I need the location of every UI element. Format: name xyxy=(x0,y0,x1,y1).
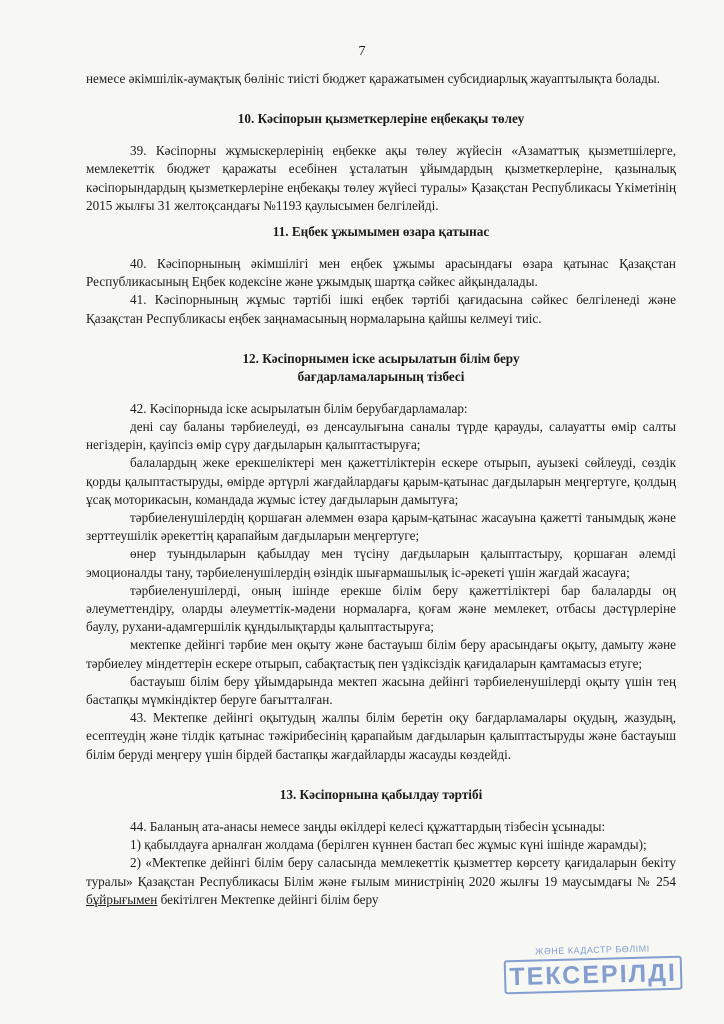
document-item-2 xyxy=(86,854,676,909)
intro-paragraph: немесе әкімшілік-аумақтық бөлініс тиісті бюджет қаражатымен субсидиарлық жауаптылықта болады. xyxy=(86,71,660,86)
program-item: тәрбиеленушілердің қоршаған әлеммен өзара қарым-қатынас жасауына қажетті танымдық және зерттеушілік әрекеттің қарапайым дағдыларын меңгертуге; xyxy=(86,510,676,544)
section-13-title: 13. Кәсіпорнына қабылдау тәртібі xyxy=(279,786,483,802)
stamp-department-text: ЖӘНЕ КАДАСТР БӨЛІМІ xyxy=(535,943,650,957)
stamp-verified-text: ТЕКСЕРІЛДІ xyxy=(504,956,683,995)
document-item-2-text-end: бекітілген Мектепке дейінгі білім беру xyxy=(157,891,379,907)
section-12-title-line1: 12. Кәсіпорнымен іске асырылатын білім беру xyxy=(242,350,520,366)
program-item: тәрбиеленушілерді, оның ішінде ерекше білім беру қажеттіліктері бар балаларды оң әлеуметтендіру, оларды әлеуметтік-мәдени нормаларға, қоғам және мемлекет, отбасы дәстүрлеріне баулу, рухани-адамгершілік құндылықтарды қалыптастыруға; xyxy=(86,582,676,635)
program-item: бастауыш білім беру ұйымдарында мектеп жасына дейінгі тәрбиеленушілерді оқыту үшін тең бастапқы мүмкіндіктер беруге бағытталған. xyxy=(86,673,676,708)
document-body xyxy=(86,70,676,909)
paragraph-39: 39. Кәсіпорны жұмыскерлерінің еңбекке ақы төлеу жүйесін «Азаматтық қызметшілерге, мемлекеттік бюджет қаражаты есебінен ұсталатын ұйымдардың қызметкерлеріне, қазыналық кәсіпорындардың қызметкерлеріне еңбекақы төлеу жүйесі туралы» Қазақстан Республикасы Үкіметінің 2015 жылғы 31 желтоқсандағы №1193 қаулысымен белгілейді. xyxy=(86,143,676,213)
section-12-title xyxy=(86,350,676,386)
paragraph-43: 43. Мектепке дейінгі оқытудың жалпы білім беретін оқу бағдарламалары оқудың, жазудың, есептеудің және тілдік қатынас тәжірибесінің қарапайым дағдыларын қалыптастыруды және бастауыш білім беруді меңгеру үшін бірдей бастапқы жағдайларды жасауды көздейді. xyxy=(86,710,676,762)
section-12-title-line2: бағдарламаларының тізбесі xyxy=(297,368,465,384)
section-11-title: 11. Еңбек ұжымымен өзара қатынас xyxy=(272,224,490,240)
program-item: өнер туындыларын қабылдау мен түсіну дағдыларын қалыптастыру, қоршаған әлемді эмоционалды тану, тәрбиеленушілердің өзіндік шығармашылық іс-әрекеті үшін жағдай жасауға; xyxy=(86,546,676,580)
document-item-1: 1) қабылдауға арналған жолдама (берілген күннен бастап бес жұмыс күні ішінде жарамды); xyxy=(130,837,647,853)
order-link[interactable]: бұйрығымен xyxy=(86,891,158,907)
page-number: 7 xyxy=(358,44,366,59)
program-item: мектепке дейінгі тәрбие мен оқыту және бастауыш білім беру арасындағы оқыту, дамыту және тәрбиелеу міндеттерін ескере отырып, сабақтастық пен үздіксіздік қағидаларын қамтамасыз етуге; xyxy=(86,637,676,671)
program-item: балалардың жеке ерекшеліктері мен қажеттіліктерін ескере отырып, ауызекі сөйлеуді, сөздік қорды қалыптастыруды, өмірде әртүрлі жағдайлардағы қарым-қатынас дағдыларын меңгертуге, қолдың ұсақ моторикасын, командада жұмыс істеу дағдыларын дамытуға; xyxy=(86,455,676,507)
document-item-2-text: 2) «Мектепке дейінгі білім беру саласында мемлекеттік қызметтер көрсету қағидаларын бекіту туралы» Қазақстан Республикасы Білім және ғылым министрінің 2020 жылғы 19 маусымдағы № 254 xyxy=(86,855,676,889)
program-item: дені сау баланы тәрбиелеуді, өз денсаулығына саналы түрде қарауды, салауатты өмір салты негіздерін, қауіпсіз өмір сүру дағдыларын қалыптастыруға; xyxy=(86,419,676,453)
paragraph-40: 40. Кәсіпорнының әкімшілігі мен еңбек ұжымы арасындағы өзара қатынас Қазақстан Республикасының Еңбек кодексіне және ұжымдық шартқа сәйкес айқындалады. xyxy=(86,256,676,290)
paragraph-42-intro: 42. Кәсіпорныда іске асырылатын білім берубағдарламалар: xyxy=(130,400,468,416)
section-10-title: 10. Кәсіпорын қызметкерлеріне еңбекақы төлеу xyxy=(237,111,525,127)
paragraph-44: 44. Баланың ата-анасы немесе заңды өкілдері келесі құжаттардың тізбесін ұсынады: xyxy=(130,818,606,834)
paragraph-41: 41. Кәсіпорнының жұмыс тәртібі ішкі еңбек тәртібі қағидасына сәйкес белгіленеді және Қазақстан Республикасы еңбек заңнамасының нормаларына қайшы келмеуі тиіс. xyxy=(86,292,676,326)
verification-stamp xyxy=(503,943,682,1000)
